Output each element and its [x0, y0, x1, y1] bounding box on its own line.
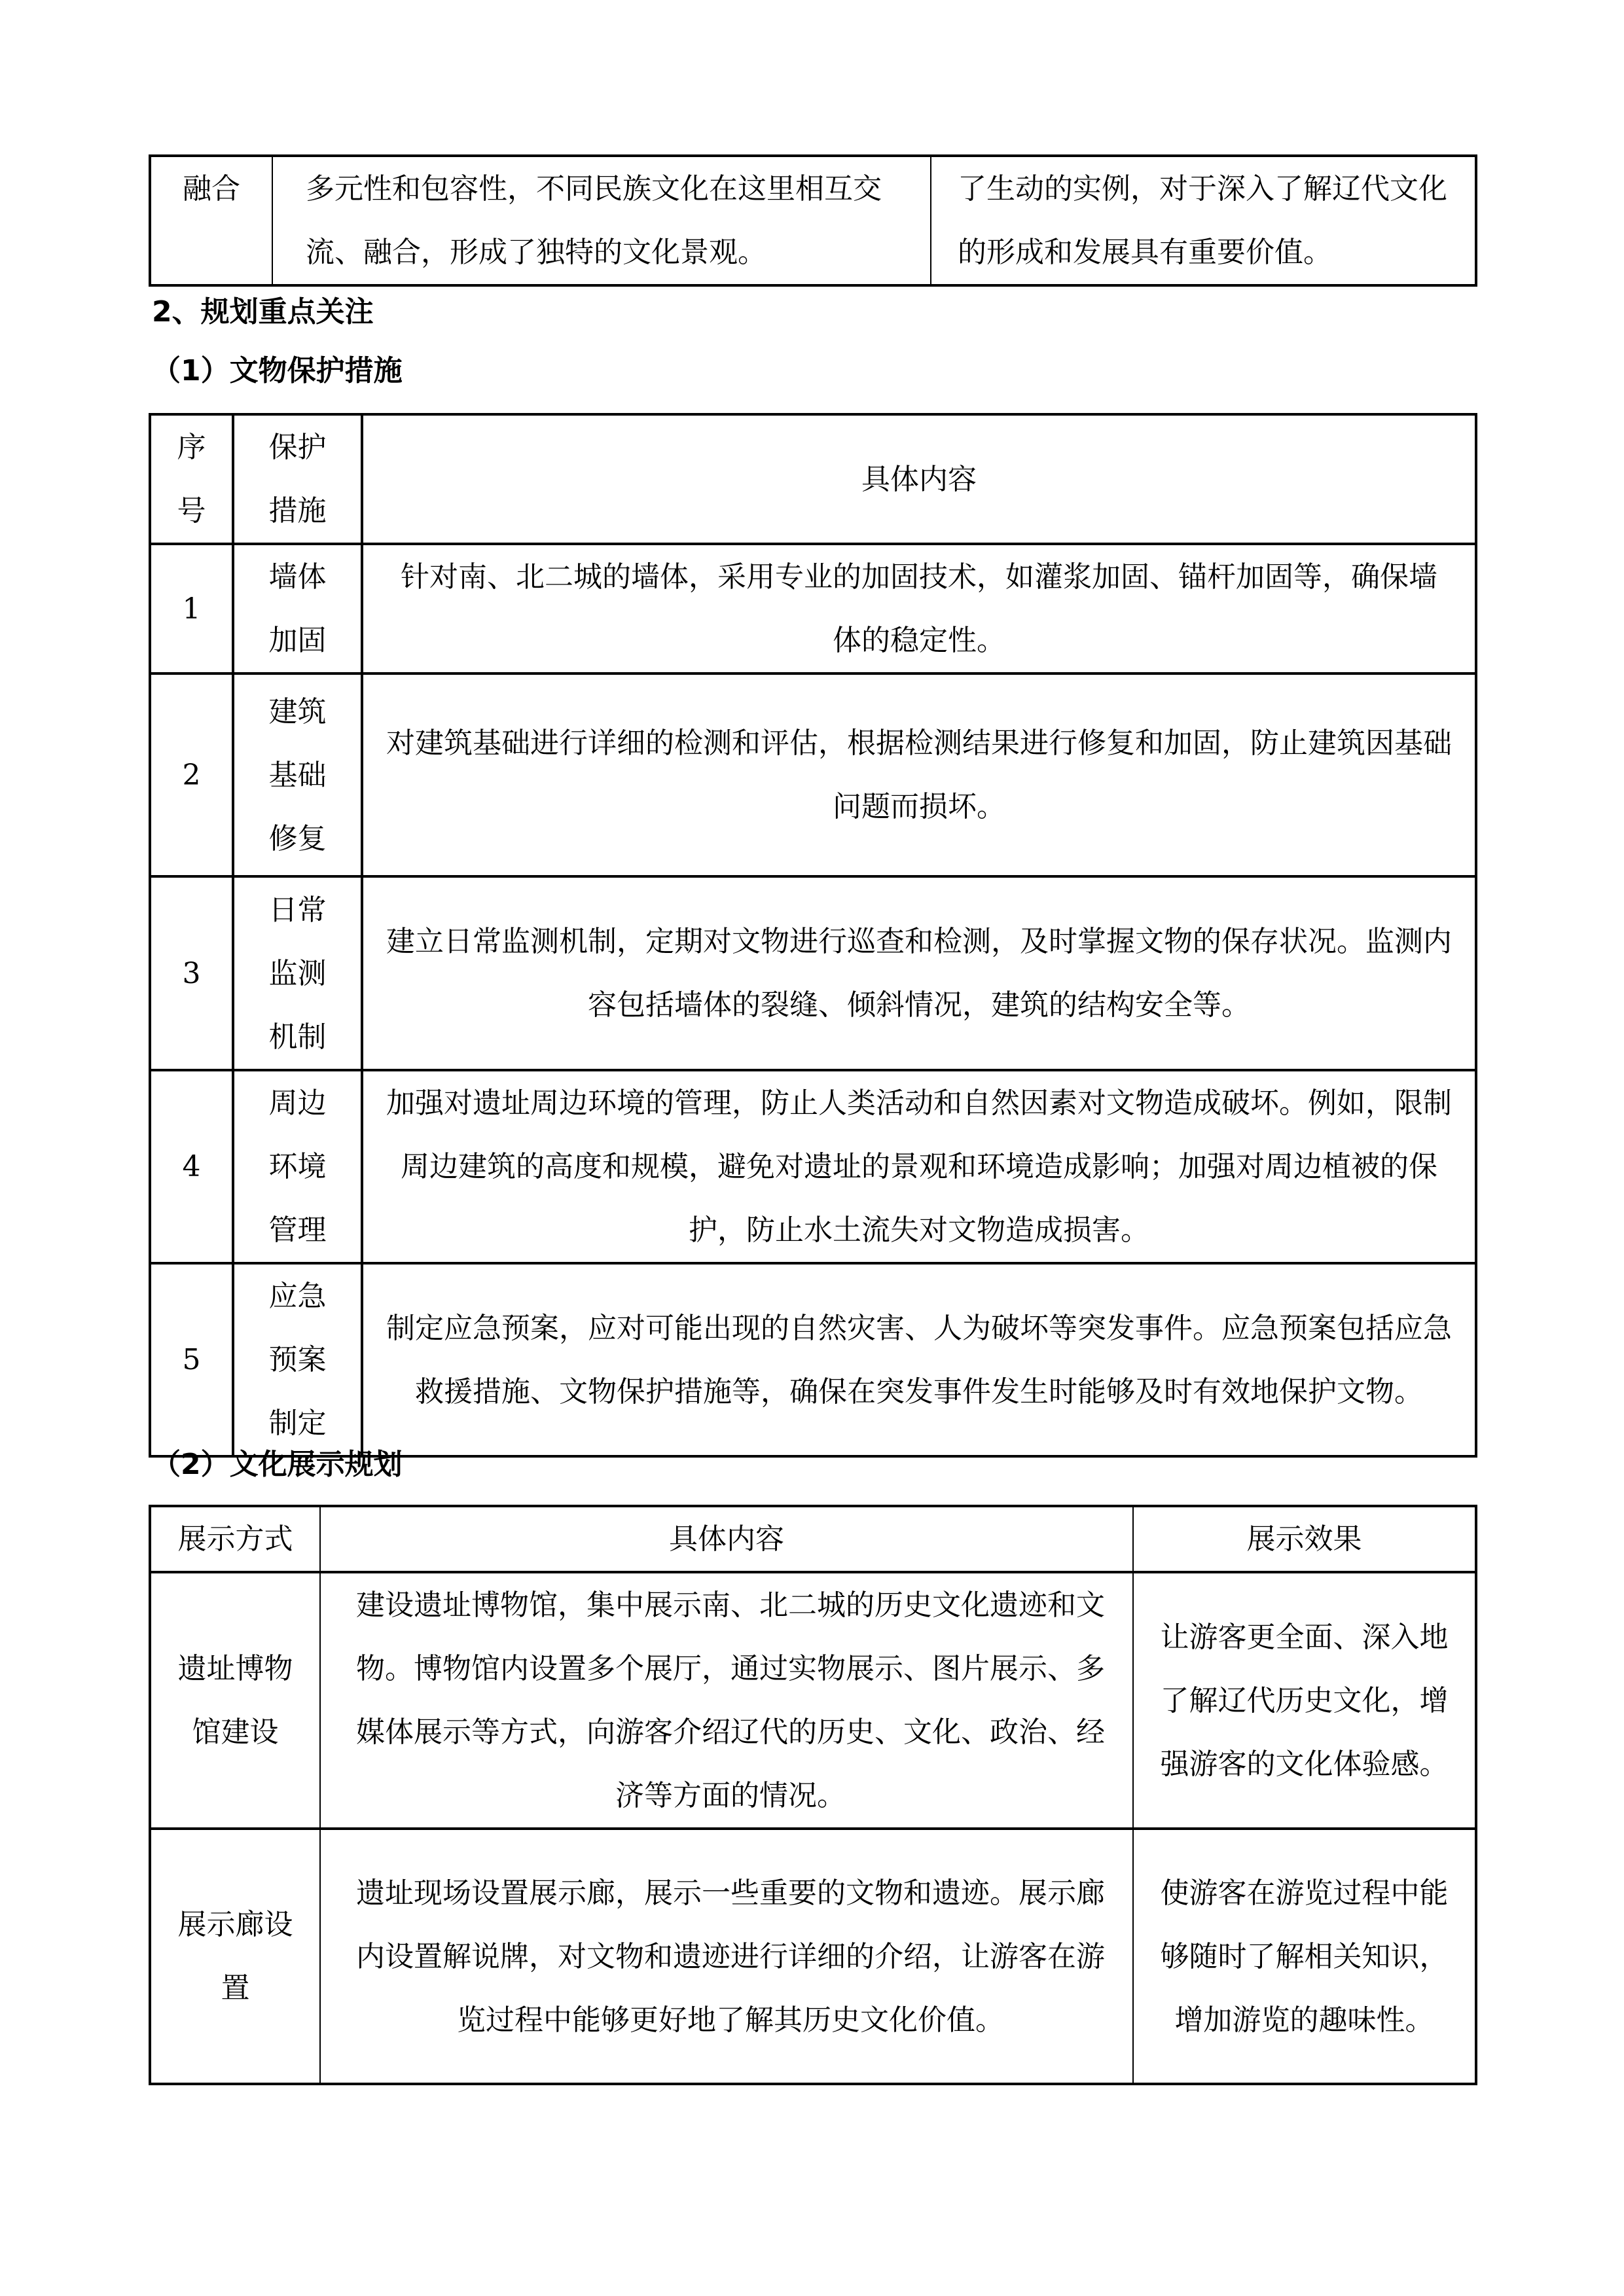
row-measure: 周边环境管理 — [233, 1070, 362, 1263]
header-no: 序号 — [150, 414, 233, 544]
table-header-row — [150, 1506, 1476, 1572]
row-content: 遗址现场设置展示廊，展示一些重要的文物和遗迹。展示廊内设置解说牌，对文物和遗迹进行详细的介绍，让游客在游览过程中能够更好地了解其历史文化价值。 — [320, 1829, 1133, 2084]
table-row — [150, 1829, 1476, 2084]
row-content: 建立日常监测机制，定期对文物进行巡查和检测，及时掌握文物的保存状况。监测内容包括墙体的裂缝、倾斜情况，建筑的结构安全等。 — [362, 876, 1476, 1070]
table-row — [150, 156, 1476, 285]
header-content: 具体内容 — [362, 414, 1476, 544]
header-method: 展示方式 — [150, 1506, 320, 1572]
header-content: 具体内容 — [320, 1506, 1133, 1572]
row-effect: 使游客在游览过程中能够随时了解相关知识，增加游览的趣味性。 — [1133, 1829, 1476, 2084]
row-no: 5 — [150, 1263, 233, 1456]
subsection-heading-display: （2）文化展示规划 — [152, 1448, 403, 1481]
row-effect: 让游客更全面、深入地了解辽代历史文化，增强游客的文化体验感。 — [1133, 1572, 1476, 1829]
row-content: 对建筑基础进行详细的检测和评估，根据检测结果进行修复和加固，防止建筑因基础问题而损坏。 — [362, 673, 1476, 876]
row-content: 多元性和包容性，不同民族文化在这里相互交流、融合，形成了独特的文化景观。 — [272, 156, 931, 285]
cultural-display-table — [149, 1505, 1477, 2085]
row-significance: 了生动的实例，对于深入了解辽代文化的形成和发展具有重要价值。 — [931, 156, 1476, 285]
row-no: 3 — [150, 876, 233, 1070]
row-content: 针对南、北二城的墙体，采用专业的加固技术，如灌浆加固、锚杆加固等，确保墙体的稳定性。 — [362, 544, 1476, 673]
row-measure: 应急预案制定 — [233, 1263, 362, 1456]
table-row — [150, 1572, 1476, 1829]
row-method: 遗址博物馆建设 — [150, 1572, 320, 1829]
row-no: 2 — [150, 673, 233, 876]
row-measure: 墙体加固 — [233, 544, 362, 673]
row-content: 制定应急预案，应对可能出现的自然灾害、人为破坏等突发事件。应急预案包括应急救援措施、文物保护措施等，确保在突发事件发生时能够及时有效地保护文物。 — [362, 1263, 1476, 1456]
subsection-heading-protection: （1）文物保护措施 — [152, 354, 403, 387]
row-content: 建设遗址博物馆，集中展示南、北二城的历史文化遗迹和文物。博物馆内设置多个展厅，通过实物展示、图片展示、多媒体展示等方式，向游客介绍辽代的历史、文化、政治、经济等方面的情况。 — [320, 1572, 1133, 1829]
table-row — [150, 673, 1476, 876]
header-effect: 展示效果 — [1133, 1506, 1476, 1572]
row-no: 4 — [150, 1070, 233, 1263]
table-row — [150, 876, 1476, 1070]
row-content: 加强对遗址周边环境的管理，防止人类活动和自然因素对文物造成破坏。例如，限制周边建筑的高度和规模，避免对遗址的景观和环境造成影响；加强对周边植被的保护，防止水土流失对文物造成损害。 — [362, 1070, 1476, 1263]
row-label: 融合 — [150, 156, 272, 285]
section-heading: 2、规划重点关注 — [152, 295, 374, 329]
cultural-fusion-table — [149, 154, 1477, 287]
header-measure: 保护措施 — [233, 414, 362, 544]
table-row — [150, 1070, 1476, 1263]
table-row — [150, 544, 1476, 673]
table-header-row — [150, 414, 1476, 544]
table-row — [150, 1263, 1476, 1456]
row-no: 1 — [150, 544, 233, 673]
protection-measures-table — [149, 413, 1477, 1458]
row-method: 展示廊设置 — [150, 1829, 320, 2084]
row-measure: 建筑基础修复 — [233, 673, 362, 876]
row-measure: 日常监测机制 — [233, 876, 362, 1070]
